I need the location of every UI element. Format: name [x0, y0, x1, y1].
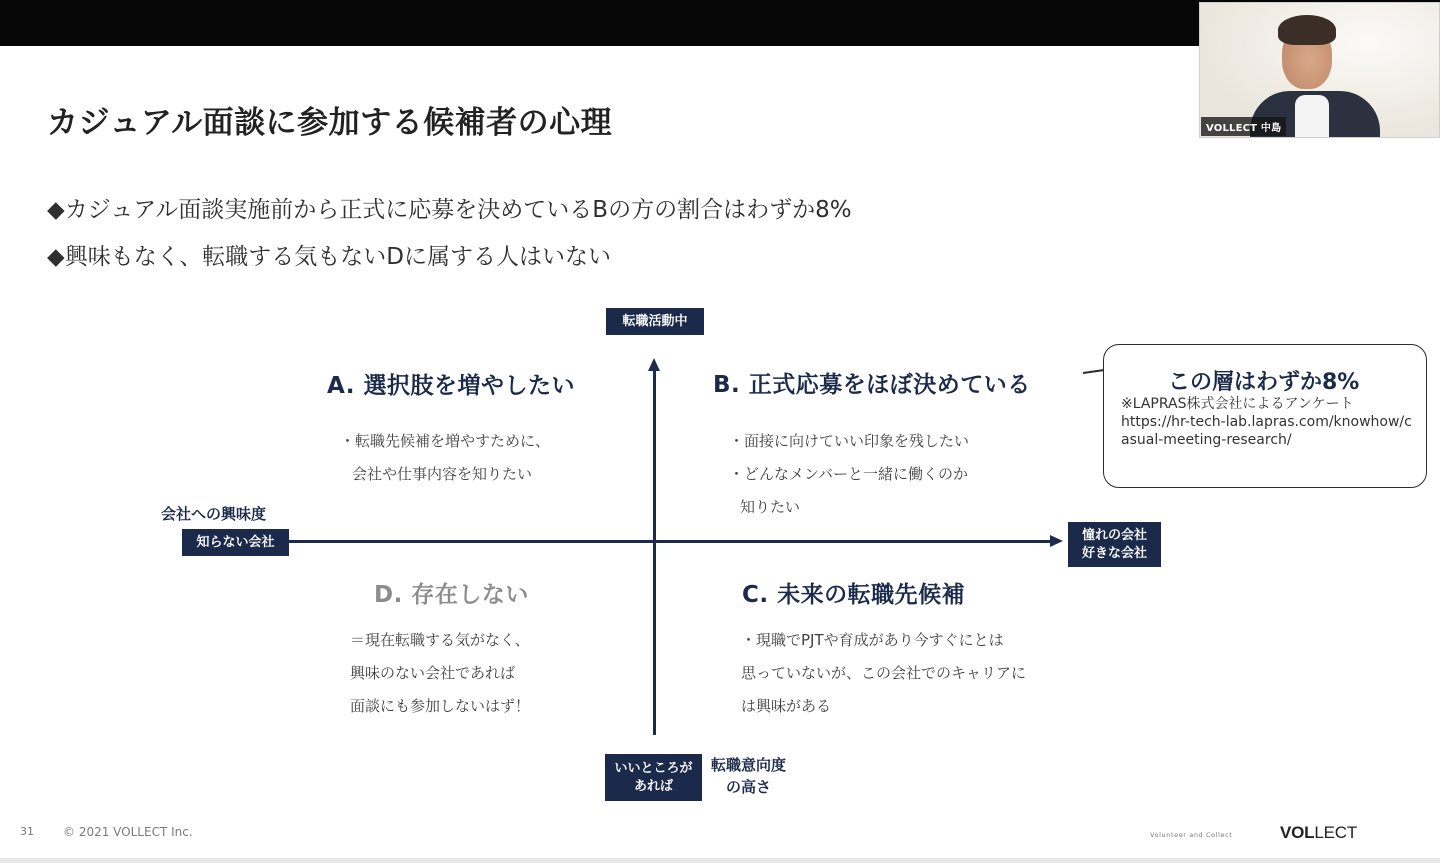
- copyright-text: © 2021 VOLLECT Inc.: [63, 825, 193, 839]
- vertical-axis-name-line-1: 転職意向度: [711, 756, 787, 774]
- vertical-axis-arrow: [648, 358, 660, 371]
- presenter-hair: [1278, 15, 1336, 45]
- vertical-axis-name-line-2: の高さ: [726, 777, 772, 796]
- horizontal-axis-arrow: [1050, 535, 1063, 547]
- axis-left-label: 知らない会社: [182, 529, 289, 556]
- axis-right-label: [1068, 522, 1161, 567]
- bottom-frame-strip: [0, 858, 1440, 863]
- quadrant-b-line-3: 知りたい: [740, 498, 801, 516]
- callout-text: [1121, 395, 1416, 449]
- quadrant-c-line-3: は興味がある: [741, 697, 832, 715]
- brand-tagline: Volunteer and Collect: [1150, 831, 1233, 839]
- quadrant-c-body: [741, 624, 1026, 723]
- horizontal-axis-name: 会社への興味度: [161, 505, 267, 523]
- logo-rest-part: LECT: [1314, 823, 1358, 842]
- quadrant-c-line-2: 思っていないが、この会社でのキャリアに: [741, 664, 1027, 682]
- axis-right-label-line-2: 好きな会社: [1081, 545, 1147, 561]
- horizontal-axis-line: [287, 540, 1053, 543]
- quadrant-c-title: C. 未来の転職先候補: [742, 582, 966, 608]
- quadrant-a-title: A. 選択肢を増やしたい: [327, 373, 575, 399]
- bullet-point-2: ◆興味もなく、転職する気もないDに属する人はいない: [47, 244, 611, 270]
- vertical-axis-name: [711, 755, 786, 799]
- quadrant-b-line-2: ・どんなメンバーと一緒に働くのか: [729, 465, 968, 483]
- axis-right-label-line-1: 憧れの会社: [1081, 527, 1147, 543]
- bullet-point-1: ◆カジュアル面談実施前から正式に応募を決めているBの方の割合はわずか8%: [47, 197, 852, 223]
- axis-bottom-label: [605, 754, 702, 801]
- quadrant-b-title: B. 正式応募をほぼ決めている: [713, 372, 1031, 398]
- axis-bottom-label-line-1: いいところが: [614, 760, 693, 776]
- quadrant-b-line-1: ・面接に向けていい印象を残したい: [729, 432, 970, 450]
- axis-bottom-label-line-2: あれば: [633, 778, 673, 794]
- logo-bold-part: VOL: [1280, 823, 1315, 842]
- quadrant-c-line-1: ・現職でPJTや育成があり今すぐにとは: [741, 631, 1004, 649]
- quadrant-d-line-2: 興味のない会社であれば: [350, 664, 516, 682]
- slide-title: カジュアル面談に参加する候補者の心理: [47, 105, 613, 141]
- vollect-logo: [1280, 823, 1357, 843]
- quadrant-b-body: [729, 425, 969, 524]
- quadrant-d-line-3: 面談にも参加しないはず！: [350, 697, 531, 715]
- webcam-video-tile[interactable]: [1199, 2, 1440, 138]
- quadrant-d-line-1: ＝現在転職する気がなく、: [350, 631, 530, 649]
- page-number: 31: [20, 825, 34, 838]
- callout-source: ※LAPRAS株式会社によるアンケート: [1121, 396, 1354, 412]
- presenter-shirt: [1295, 95, 1329, 138]
- quadrant-d-body: [350, 624, 530, 723]
- quadrant-d-title: D. 存在しない: [374, 582, 529, 608]
- vertical-axis-line: [653, 368, 656, 735]
- axis-top-label: 転職活動中: [606, 308, 704, 335]
- callout-url[interactable]: https://hr-tech-lab.lapras.com/knowhow/casual-meeting-research/: [1121, 414, 1412, 448]
- quadrant-a-line-2: 会社や仕事内容を知りたい: [352, 465, 533, 483]
- quadrant-a-line-1: ・転職先候補を増やすために、: [340, 432, 551, 450]
- participant-name-label: VOLLECT 中島: [1201, 117, 1286, 136]
- quadrant-a-body: [340, 425, 550, 491]
- callout-title: この層はわずか8%: [1168, 370, 1360, 395]
